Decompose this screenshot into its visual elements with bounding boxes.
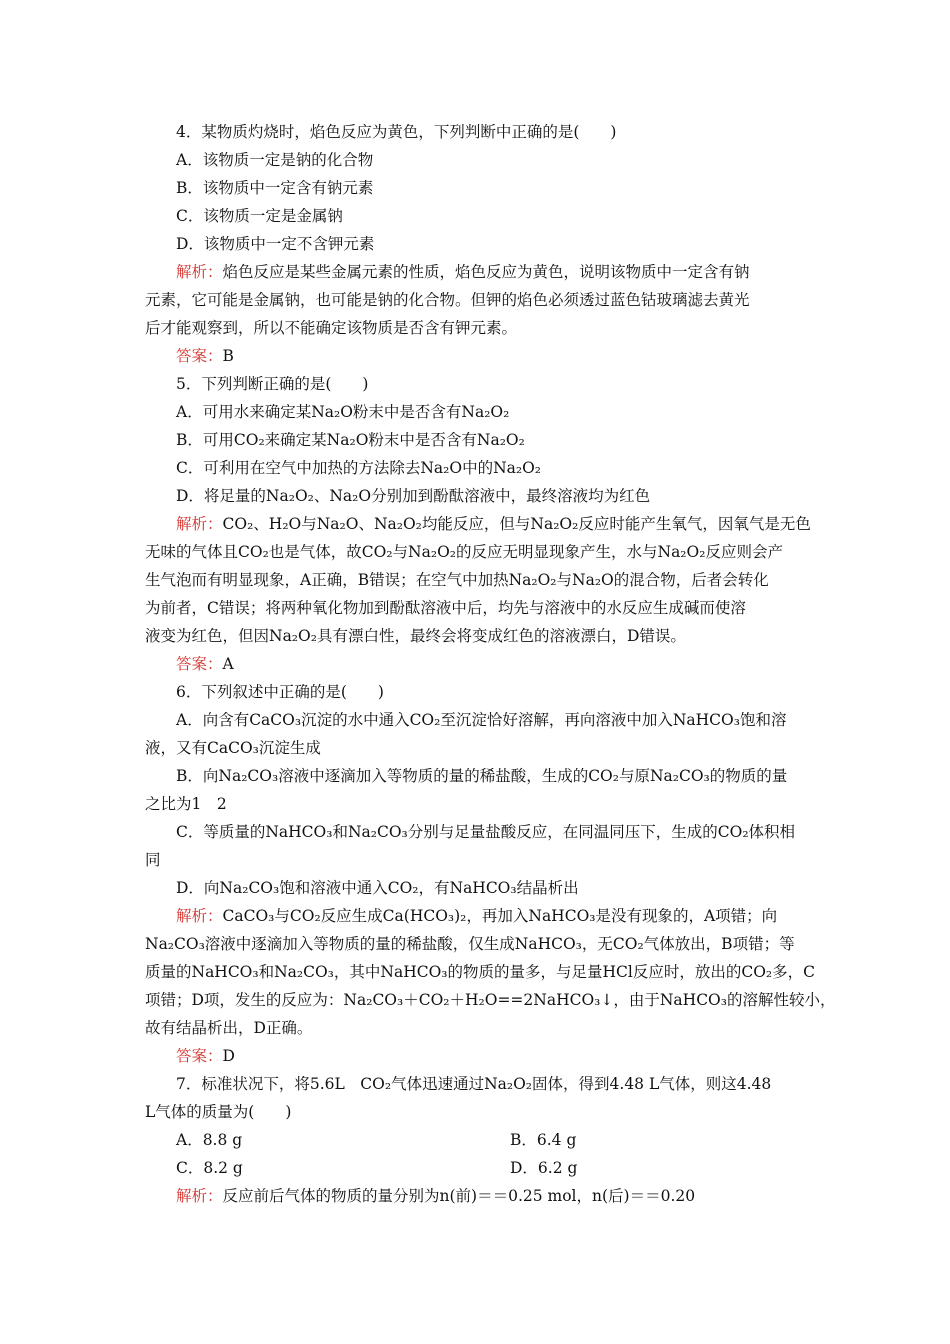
q6-option-d: D．向Na₂CO₃饱和溶液中通入CO₂，有NaHCO₃结晶析出: [176, 879, 579, 897]
q6-analysis-line-5: 故有结晶析出，D正确。: [145, 1019, 313, 1037]
q6-option-a-line-2: 液，又有CaCO₃沉淀生成: [145, 739, 321, 757]
answer-label: 答案：: [176, 655, 223, 673]
q6-option-a-line-1: A．向含有CaCO₃沉淀的水中通入CO₂至沉淀恰好溶解，再向溶液中加入NaHCO₃饱和溶: [176, 711, 787, 729]
q5-stem: 5．下列判断正确的是( ): [176, 375, 369, 393]
q4-analysis-line-1: 解析：焰色反应是某些金属元素的性质，焰色反应为黄色，说明该物质中一定含有钠: [176, 263, 750, 281]
q6-option-b-line-2: 之比为1 2: [145, 795, 227, 813]
q5-option-b: B．可用CO₂来确定某Na₂O粉末中是否含有Na₂O₂: [176, 431, 525, 449]
q5-analysis-line-4: 为前者，C错误；将两种氧化物加到酚酞溶液中后，均先与溶液中的水反应生成碱而使溶: [145, 599, 746, 617]
q7-analysis-line-1: 解析：反应前后气体的物质的量分别为n(前)＝＝0.25 mol，n(后)＝＝0.20: [176, 1187, 696, 1205]
q4-option-c: C．该物质一定是金属钠: [176, 207, 343, 225]
analysis-label: 解析：: [176, 515, 223, 533]
q5-analysis-line-2: 无味的气体且CO₂也是气体，故CO₂与Na₂O₂的反应无明显现象产生，水与Na₂O₂反应则会产: [145, 543, 783, 561]
q6-analysis-line-1: 解析：CaCO₃与CO₂反应生成Ca(HCO₃)₂，再加入NaHCO₃是没有现象的，A项错；向: [176, 907, 778, 925]
q7-option-c: C．8.2 g: [176, 1159, 243, 1177]
q5-option-d: D．将足量的Na₂O₂、Na₂O分别加到酚酞溶液中，最终溶液均为红色: [176, 487, 651, 505]
q7-stem-line-2: L气体的质量为( ): [145, 1103, 292, 1121]
q7-option-d: D．6.2 g: [510, 1159, 578, 1177]
q5-option-a: A．可用水来确定某Na₂O粉末中是否含有Na₂O₂: [176, 403, 510, 421]
q5-analysis-line-5: 液变为红色，但因Na₂O₂具有漂白性，最终会将变成红色的溶液漂白，D错误。: [145, 627, 686, 645]
q6-stem: 6．下列叙述中正确的是( ): [176, 683, 384, 701]
analysis-label: 解析：: [176, 263, 223, 281]
q5-answer: 答案：A: [176, 655, 234, 673]
analysis-label: 解析：: [176, 1187, 223, 1205]
q6-option-c-line-2: 同: [145, 851, 161, 869]
q7-option-b: B．6.4 g: [510, 1131, 577, 1149]
q5-analysis-line-3: 生气泡而有明显现象，A正确，B错误；在空气中加热Na₂O₂与Na₂O的混合物，后者会转化: [145, 571, 769, 589]
q6-option-c-line-1: C．等质量的NaHCO₃和Na₂CO₃分别与足量盐酸反应，在同温同压下，生成的CO₂体积相: [176, 823, 796, 841]
q7-stem-line-1: 7．标准状况下，将5.6L CO₂气体迅速通过Na₂O₂固体，得到4.48 L气体，则这4.48: [176, 1075, 772, 1093]
analysis-label: 解析：: [176, 907, 223, 925]
q4-option-a: A．该物质一定是钠的化合物: [176, 151, 374, 169]
q6-analysis-line-4: 项错；D项，发生的反应为：Na₂CO₃＋CO₂＋H₂O==2NaHCO₃↓，由于NaHCO₃的溶解性较小，: [145, 991, 836, 1009]
q4-stem: 4．某物质灼烧时，焰色反应为黄色，下列判断中正确的是( ): [176, 123, 617, 141]
q7-option-a: A．8.8 g: [176, 1131, 243, 1149]
q6-analysis-line-2: Na₂CO₃溶液中逐滴加入等物质的量的稀盐酸，仅生成NaHCO₃，无CO₂气体放出，B项错；等: [145, 935, 795, 953]
answer-label: 答案：: [176, 1047, 223, 1065]
q4-answer: 答案：B: [176, 347, 234, 365]
q6-analysis-line-3: 质量的NaHCO₃和Na₂CO₃，其中NaHCO₃的物质的量多，与足量HCl反应时，放出的CO₂多，C: [145, 963, 815, 981]
answer-label: 答案：: [176, 347, 223, 365]
q4-option-b: B．该物质中一定含有钠元素: [176, 179, 374, 197]
q4-analysis-line-3: 后才能观察到，所以不能确定该物质是否含有钾元素。: [145, 319, 518, 337]
q4-option-d: D．该物质中一定不含钾元素: [176, 235, 375, 253]
q5-option-c: C．可利用在空气中加热的方法除去Na₂O中的Na₂O₂: [176, 459, 542, 477]
q5-analysis-line-1: 解析：CO₂、H₂O与Na₂O、Na₂O₂均能反应，但与Na₂O₂反应时能产生氧气，因氧气是无色: [176, 515, 811, 533]
q6-answer: 答案：D: [176, 1047, 235, 1065]
q6-option-b-line-1: B．向Na₂CO₃溶液中逐滴加入等物质的量的稀盐酸，生成的CO₂与原Na₂CO₃的物质的量: [176, 767, 788, 785]
q4-analysis-line-2: 元素，它可能是金属钠，也可能是钠的化合物。但钾的焰色必须透过蓝色钴玻璃滤去黄光: [145, 291, 750, 309]
